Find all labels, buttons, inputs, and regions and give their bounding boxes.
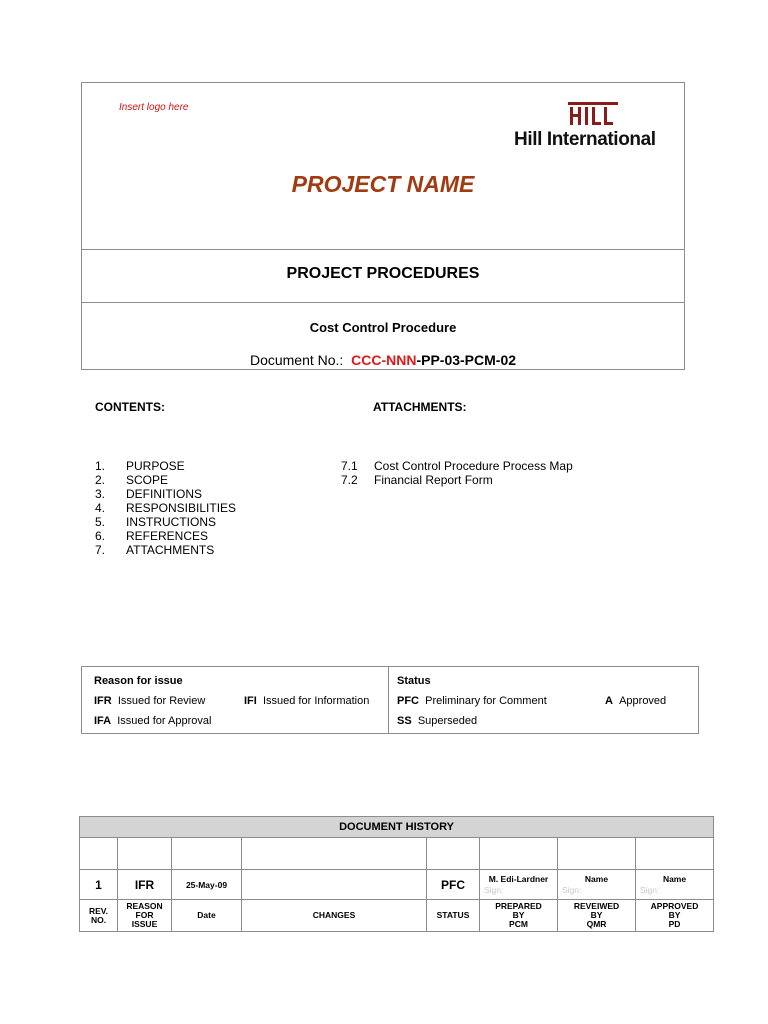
- document-number-label: Document No.:: [249, 352, 344, 368]
- table-divider: [388, 667, 389, 733]
- project-name: PROJECT NAME: [291, 171, 475, 197]
- list-item: 7. ATTACHMENTS: [95, 543, 215, 557]
- rev-number: 1: [80, 870, 118, 900]
- list-item: 5. INSTRUCTIONS: [95, 515, 216, 529]
- document-code-prefix: CCC-NNN: [351, 352, 417, 368]
- status-heading: Status: [397, 675, 431, 687]
- document-history-table: [79, 816, 714, 932]
- list-item: 4. RESPONSIBILITIES: [95, 501, 237, 515]
- header-divider: [82, 249, 684, 250]
- status-code-pfc: PFC Preliminary for Comment: [397, 695, 547, 707]
- col-date: Date: [172, 900, 242, 932]
- col-reviewed: REVEIWED BY QMR: [558, 900, 636, 932]
- list-item: 1. PURPOSE: [95, 459, 185, 473]
- table-row: [80, 870, 714, 900]
- contents-list: [95, 459, 236, 557]
- issue-date: 25-May-09: [172, 870, 242, 900]
- reason-status-table: [81, 666, 699, 734]
- reason-code-ifa: IFA Issued for Approval: [94, 715, 212, 727]
- col-rev: REV. NO.: [80, 900, 118, 932]
- logo-placeholder: Insert logo here: [119, 102, 189, 113]
- reason-code-ifr: IFR Issued for Review: [94, 695, 206, 707]
- company-name: Hill International: [514, 129, 656, 150]
- attachments-heading: ATTACHMENTS:: [373, 400, 467, 414]
- hill-logo-icon: [568, 102, 618, 127]
- status-code: PFC: [427, 870, 480, 900]
- document-number: [82, 352, 684, 368]
- col-reason: REASON FOR ISSUE: [118, 900, 172, 932]
- col-prepared: PREPARED BY PCM: [480, 900, 558, 932]
- reason-heading: Reason for issue: [94, 675, 183, 687]
- col-status: STATUS: [427, 900, 480, 932]
- list-item: 6. REFERENCES: [95, 529, 209, 543]
- col-approved: APPROVED BY PD: [636, 900, 714, 932]
- procedure-name: Cost Control Procedure: [309, 320, 457, 335]
- header-divider: [82, 302, 684, 303]
- history-title: DOCUMENT HISTORY: [80, 817, 714, 838]
- reason-code-ifi: IFI Issued for Information: [244, 695, 370, 707]
- reason-code: IFR: [118, 870, 172, 900]
- prepared-signature: M. Edi-Lardner Sign:: [480, 870, 558, 900]
- document-header: [81, 82, 685, 370]
- status-code-ss: SS Superseded: [397, 715, 478, 727]
- changes-cell: [242, 870, 427, 900]
- status-code-a: A Approved: [605, 695, 667, 707]
- table-row: [80, 838, 714, 870]
- list-item: 2. SCOPE: [95, 473, 169, 487]
- list-item: 3. DEFINITIONS: [95, 487, 203, 501]
- list-item: 7.2 Financial Report Form: [341, 473, 493, 487]
- col-changes: CHANGES: [242, 900, 427, 932]
- column-labels-row: [80, 900, 714, 932]
- approved-signature: Name Sign:: [636, 870, 714, 900]
- attachments-list: [341, 459, 573, 487]
- list-item: 7.1 Cost Control Procedure Process Map: [341, 459, 573, 473]
- document-code-suffix: -PP-03-PCM-02: [416, 352, 517, 368]
- reviewed-signature: Name Sign:: [558, 870, 636, 900]
- contents-heading: CONTENTS:: [95, 400, 165, 414]
- procedures-title: PROJECT PROCEDURES: [286, 265, 480, 282]
